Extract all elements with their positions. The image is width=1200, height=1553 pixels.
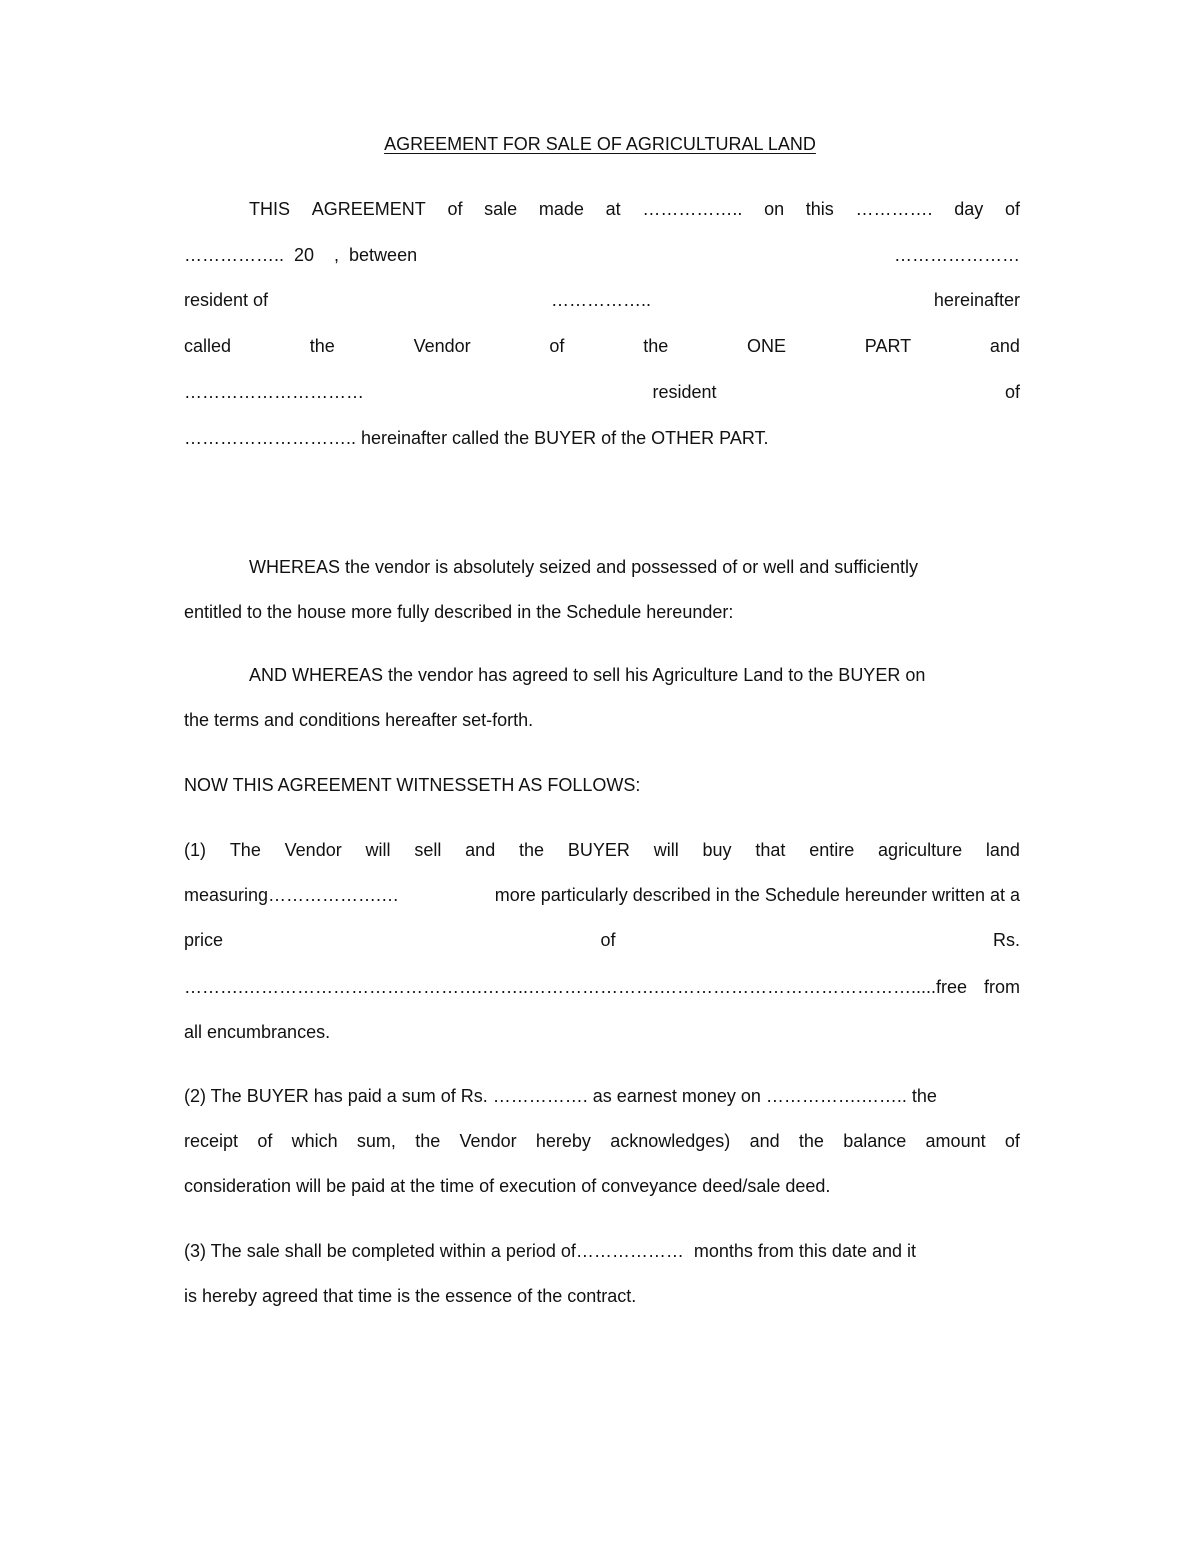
- word: and: [749, 1131, 780, 1151]
- whereas-2-line-2: the terms and conditions hereafter set-forth.: [184, 710, 534, 730]
- word: the: [519, 840, 545, 860]
- word: ONE: [747, 336, 787, 356]
- intro-line-4: [184, 335, 1020, 357]
- word: on: [764, 199, 785, 219]
- word: hereinafter: [933, 290, 1020, 310]
- clause-2-line-2: [184, 1130, 1020, 1152]
- word: amount: [925, 1131, 986, 1151]
- word: and: [989, 336, 1020, 356]
- document-title: AGREEMENT FOR SALE OF AGRICULTURAL LAND: [384, 134, 816, 154]
- word: of: [600, 930, 616, 950]
- word: agriculture: [878, 840, 963, 860]
- whereas-1-line-2: entitled to the house more fully described in the Schedule hereunder:: [184, 602, 734, 622]
- word: ………….: [855, 199, 933, 219]
- word: of: [447, 199, 463, 219]
- word: (2) The BUYER has paid a sum of Rs. ……………. as earnest money on …………….…….. the: [184, 1086, 937, 1106]
- word: …………….. 20 , between: [184, 245, 418, 265]
- word: Vendor: [284, 840, 342, 860]
- word: BUYER: [567, 840, 630, 860]
- word: price: [184, 930, 224, 950]
- clause-1-line-4: [184, 976, 1020, 998]
- word: sell: [414, 840, 442, 860]
- word: and: [465, 840, 496, 860]
- word: entire: [809, 840, 855, 860]
- whereas-1-line-1: [249, 556, 1020, 578]
- word: hereby: [535, 1131, 591, 1151]
- clause-3-line-2: is hereby agreed that time is the essence of the contract.: [184, 1286, 637, 1306]
- intro-line-2: [184, 244, 1020, 266]
- word: Rs.: [993, 930, 1020, 950]
- intro-line-6: ……………………….. hereinafter called the BUYER of the OTHER PART.: [184, 428, 769, 448]
- word: acknowledges): [610, 1131, 731, 1151]
- word: PART: [864, 336, 912, 356]
- word: AND WHEREAS the vendor has agreed to sell his Agriculture Land to the BUYER on: [249, 665, 926, 685]
- word: receipt: [184, 1131, 239, 1151]
- clause-2-line-1: [184, 1085, 1020, 1107]
- clause-1-line-5: all encumbrances.: [184, 1022, 331, 1042]
- word: land: [985, 840, 1020, 860]
- word: sale: [484, 199, 518, 219]
- clause-2-line-3: consideration will be paid at the time of execution of conveyance deed/sale deed.: [184, 1176, 831, 1196]
- word: day: [954, 199, 984, 219]
- word: this: [805, 199, 834, 219]
- word: ……………..: [642, 199, 743, 219]
- word: Vendor: [459, 1131, 517, 1151]
- word: that: [755, 840, 786, 860]
- witnesseth-heading: NOW THIS AGREEMENT WITNESSETH AS FOLLOWS:: [184, 775, 641, 795]
- word: resident: [652, 382, 717, 402]
- word: of: [1004, 1131, 1020, 1151]
- word: of: [257, 1131, 273, 1151]
- word: more particularly described in the Schedule hereunder written at a: [494, 885, 1020, 905]
- word: of: [1004, 382, 1020, 402]
- word: which: [291, 1131, 338, 1151]
- word: ……….………………………………….……..………………….…………………………………….....free: [184, 977, 968, 997]
- word: balance: [843, 1131, 907, 1151]
- whereas-2-line-1: [249, 664, 1020, 686]
- clause-1-line-3: [184, 929, 1020, 951]
- intro-line-1: [249, 198, 1020, 220]
- word: called: [184, 336, 232, 356]
- word: THIS: [249, 199, 291, 219]
- word: AGREEMENT: [311, 199, 426, 219]
- word: made: [538, 199, 584, 219]
- word: of: [1004, 199, 1020, 219]
- word: the: [798, 1131, 824, 1151]
- word: The: [229, 840, 261, 860]
- word: resident of: [184, 290, 269, 310]
- word: buy: [702, 840, 732, 860]
- word: (1): [184, 840, 206, 860]
- word: …………………………: [184, 382, 364, 402]
- word: …………………: [894, 245, 1020, 265]
- word: from: [984, 977, 1020, 997]
- clause-3-line-1: [184, 1240, 1020, 1262]
- word: the: [415, 1131, 441, 1151]
- word: (3) The sale shall be completed within a period of……………… months from this date and it: [184, 1241, 916, 1261]
- word: at: [605, 199, 621, 219]
- word: will: [653, 840, 679, 860]
- word: measuring……………….…: [184, 885, 400, 905]
- intro-line-5: [184, 381, 1020, 403]
- word: the: [643, 336, 669, 356]
- word: of: [549, 336, 565, 356]
- word: will: [365, 840, 391, 860]
- word: ……………..: [550, 290, 651, 310]
- word: sum,: [356, 1131, 396, 1151]
- word: the: [309, 336, 335, 356]
- intro-line-3: [184, 289, 1020, 311]
- word: Vendor: [413, 336, 471, 356]
- clause-1-line-2: [184, 884, 1020, 906]
- word: WHEREAS the vendor is absolutely seized and possessed of or well and sufficiently: [249, 557, 919, 577]
- clause-1-line-1: [184, 839, 1020, 861]
